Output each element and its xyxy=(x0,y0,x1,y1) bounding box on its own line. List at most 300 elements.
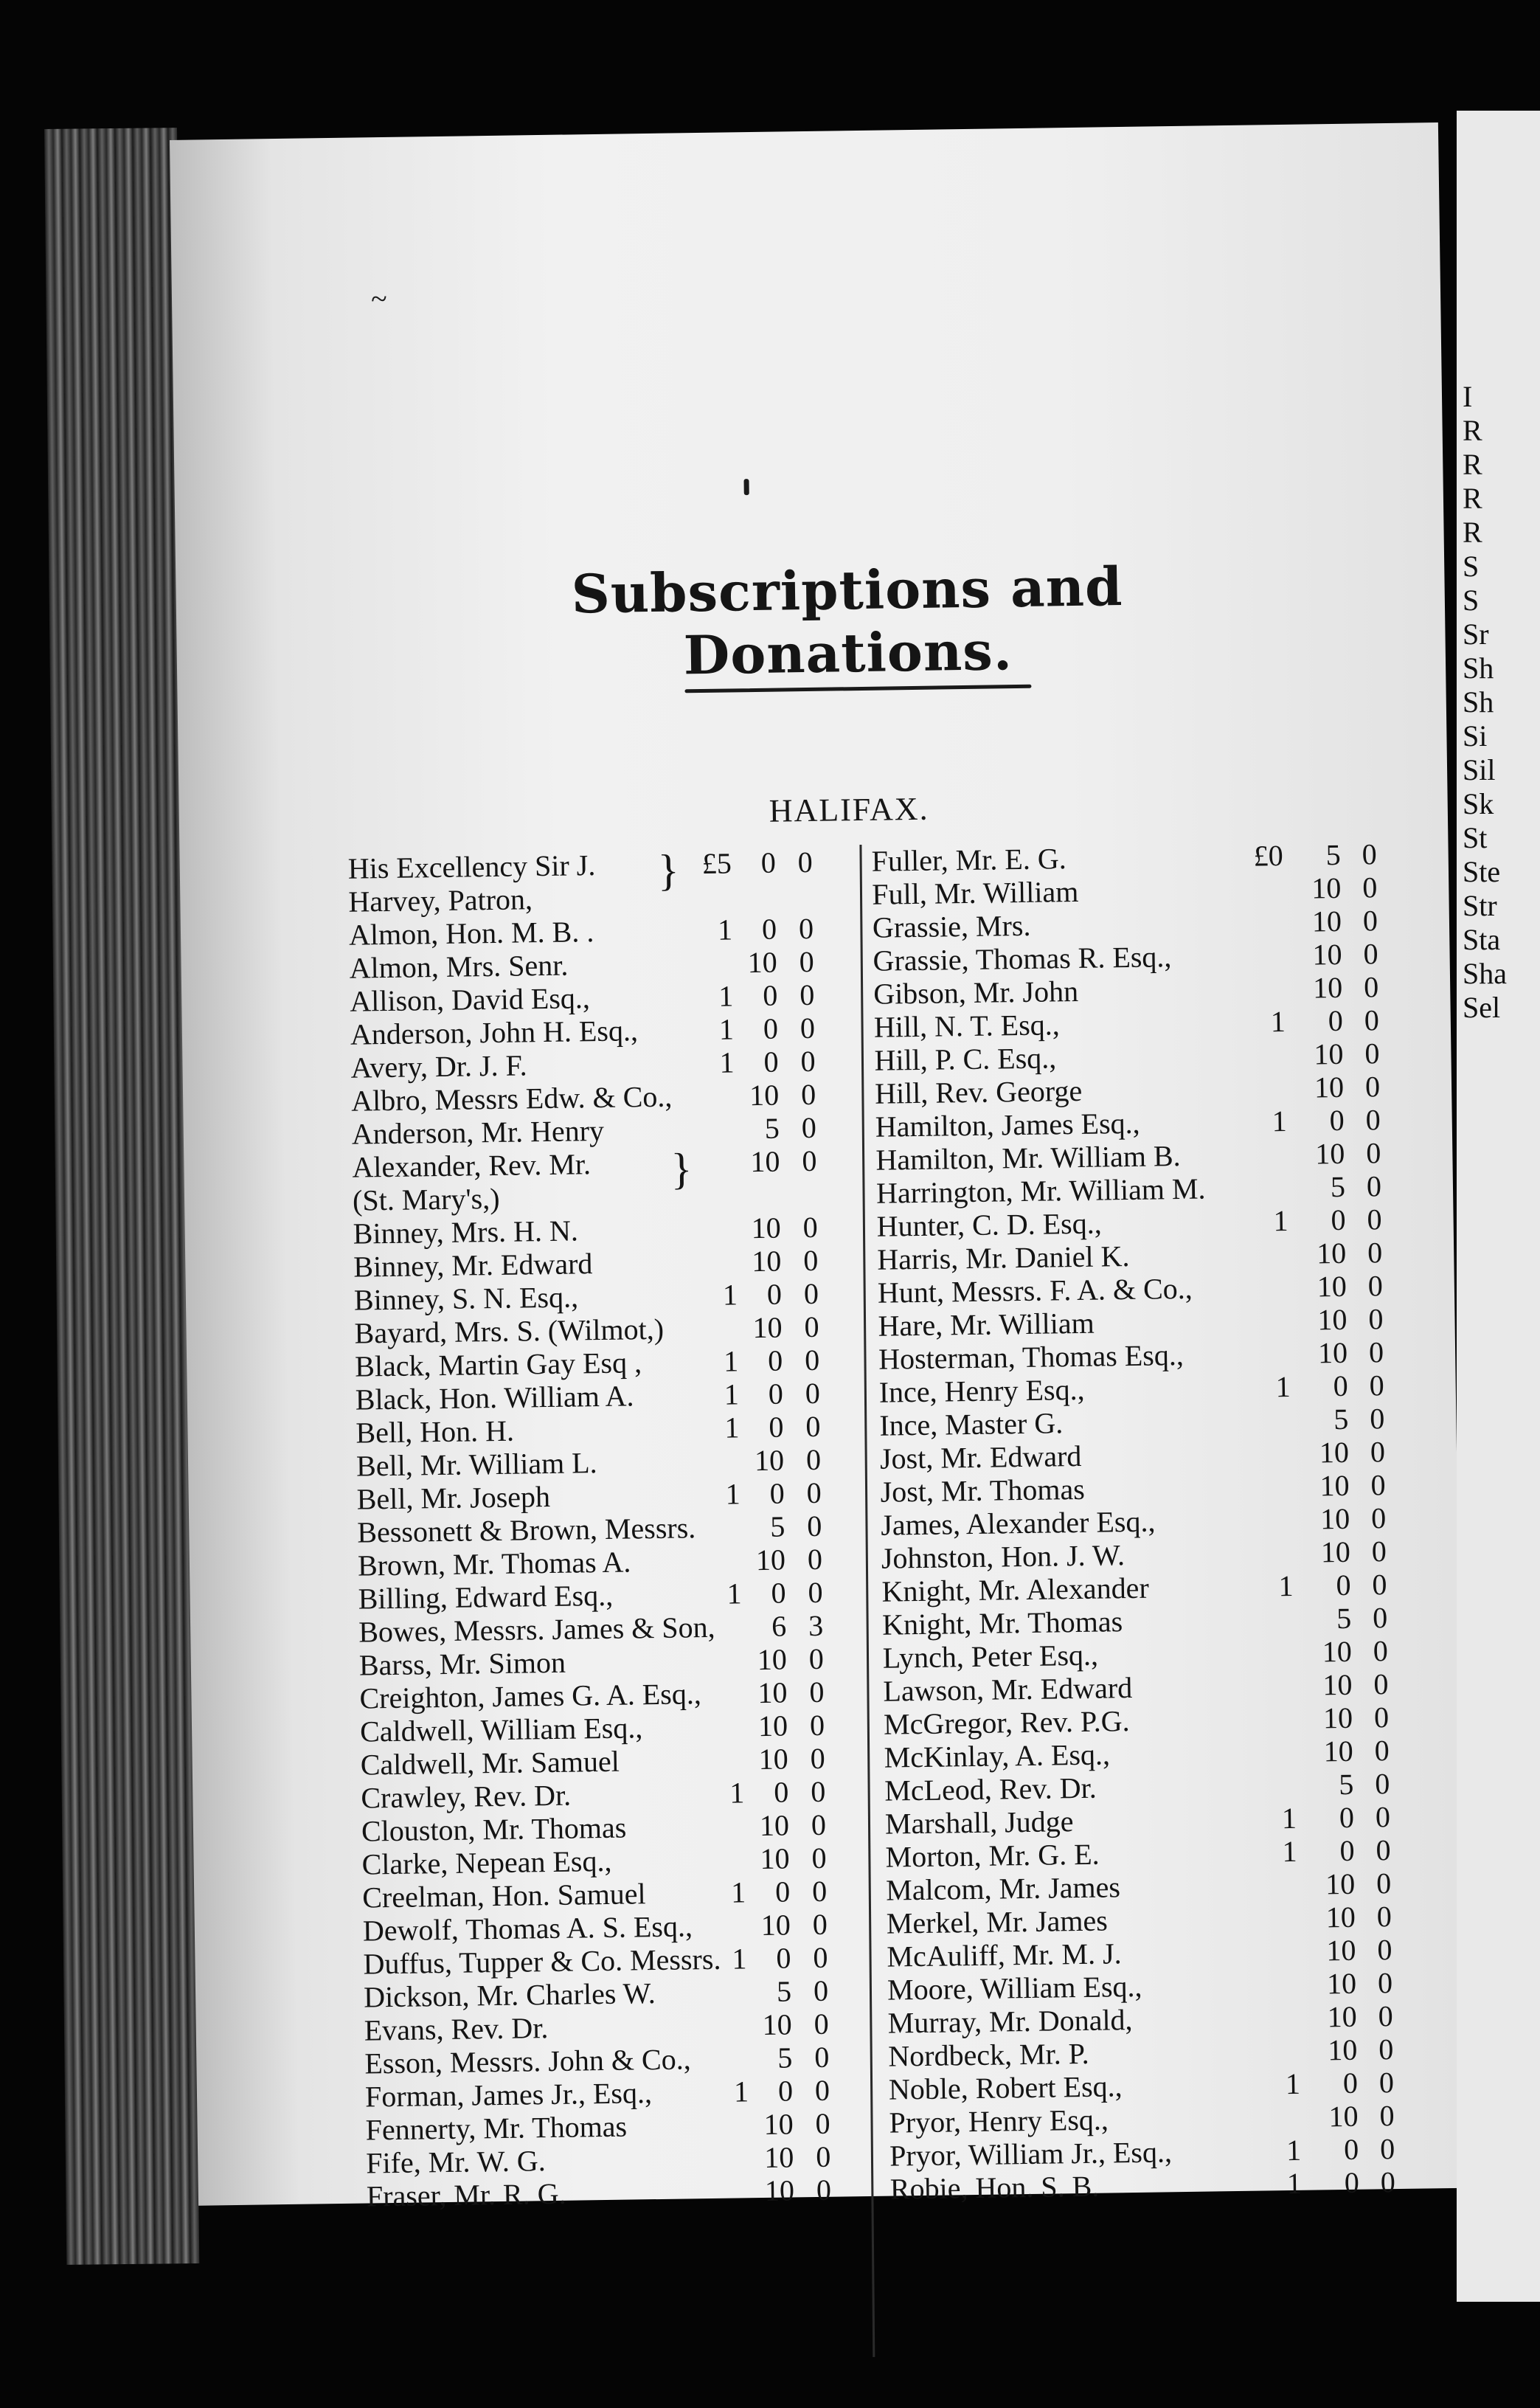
subscriber-name: Hunter, C. D. Esq., xyxy=(876,1206,1102,1243)
list-item xyxy=(351,1110,817,1151)
subscriber-name: Evans, Rev. Dr. xyxy=(364,2011,549,2047)
shillings-amount: 10 xyxy=(764,2173,795,2208)
subscriber-name: Marshall, Judge xyxy=(884,1805,1074,1841)
list-item xyxy=(884,1767,1390,1807)
pence-amount: 0 xyxy=(1373,1667,1389,1701)
list-item xyxy=(364,2040,830,2080)
pounds-amount: 1 xyxy=(726,1577,742,1610)
list-item xyxy=(889,2132,1395,2173)
pence-amount: 0 xyxy=(1372,1568,1387,1602)
shillings-amount: 0 xyxy=(760,845,777,879)
subscriber-name: Murray, Mr. Donald, xyxy=(887,2003,1133,2040)
list-item xyxy=(364,2073,830,2114)
pounds-amount: 1 xyxy=(733,2075,749,2108)
shillings-amount: 0 xyxy=(761,912,777,946)
pence-amount: 0 xyxy=(806,1509,822,1543)
subscriber-name: (St. Mary's,) xyxy=(352,1181,500,1217)
pounds-amount: 1 xyxy=(1286,2166,1303,2201)
pence-amount: 0 xyxy=(1366,1136,1381,1170)
list-item xyxy=(883,1667,1389,1708)
shillings-amount: 10 xyxy=(760,1908,791,1942)
pence-amount: 0 xyxy=(1362,837,1377,871)
subscriber-name: Nordbeck, Mr. P. xyxy=(888,2036,1089,2073)
list-item xyxy=(357,1509,822,1549)
list-item xyxy=(352,1144,817,1184)
pence-amount: 0 xyxy=(805,1442,822,1477)
subscriber-name: Hunt, Messrs. F. A. & Co., xyxy=(877,1271,1193,1309)
shillings-amount: 10 xyxy=(1319,1468,1350,1503)
pence-amount: 0 xyxy=(1363,937,1378,971)
subscriber-name: Bell, Mr. William L. xyxy=(355,1446,597,1483)
pence-amount: 0 xyxy=(1372,1601,1388,1635)
brace-mark: } xyxy=(670,1144,693,1194)
pounds-amount: 1 xyxy=(718,1012,735,1046)
pence-amount: 0 xyxy=(1366,1169,1382,1203)
list-item xyxy=(349,944,814,985)
pence-amount: 0 xyxy=(1362,904,1378,938)
subscriber-name: Creighton, James G. A. Esq., xyxy=(359,1677,702,1715)
subscriber-name: Anderson, John H. Esq., xyxy=(350,1014,639,1051)
shillings-amount: 10 xyxy=(1317,1335,1348,1370)
pence-amount: 0 xyxy=(811,1841,827,1875)
pence-amount: 0 xyxy=(815,2106,830,2141)
shillings-amount: 10 xyxy=(1323,1734,1353,1768)
pounds-amount xyxy=(1260,1768,1296,1769)
shillings-amount: 6 xyxy=(771,1609,787,1643)
list-item xyxy=(875,1169,1382,1210)
shillings-amount: 0 xyxy=(1344,2165,1360,2200)
subscriber-name: Forman, James Jr., Esq., xyxy=(364,2076,653,2114)
subscriber-name: Full, Mr. William xyxy=(872,874,1079,911)
pounds-amount: 1 xyxy=(729,1776,745,1810)
pence-amount: 0 xyxy=(1368,1335,1384,1369)
shillings-amount: 10 xyxy=(1326,1933,1356,1968)
pence-amount: 0 xyxy=(809,1675,825,1709)
list-item xyxy=(355,1409,821,1450)
list-item xyxy=(879,1435,1386,1475)
pence-amount: 0 xyxy=(802,1144,817,1178)
shillings-amount: 10 xyxy=(749,1078,780,1113)
shillings-amount: 5 xyxy=(764,1111,780,1145)
subscriber-name: Caldwell, Mr. Samuel xyxy=(360,1744,620,1782)
facing-page-letter: Sk xyxy=(1463,787,1494,820)
shillings-amount: 10 xyxy=(1317,1269,1348,1304)
pence-amount: 0 xyxy=(797,845,814,879)
list-item xyxy=(353,1243,819,1284)
subscriber-name: Billing, Edward Esq., xyxy=(358,1578,614,1616)
list-item xyxy=(359,1708,825,1748)
list-item xyxy=(353,1276,819,1317)
shillings-amount: 0 xyxy=(763,1045,779,1079)
subscriber-name: Bayard, Mrs. S. (Wilmot,) xyxy=(354,1312,665,1350)
pounds-amount xyxy=(1252,1171,1288,1172)
pence-amount: 0 xyxy=(1370,1402,1385,1436)
list-item xyxy=(361,1807,827,1848)
shillings-amount: 10 xyxy=(1327,2032,1358,2067)
shillings-amount: 5 xyxy=(770,1509,785,1543)
list-item xyxy=(879,1402,1385,1442)
shillings-amount: 10 xyxy=(1316,1236,1347,1270)
shillings-amount: 0 xyxy=(1343,2132,1359,2167)
subscriber-name: Fennerty, Mr. Thomas xyxy=(365,2109,628,2147)
pence-amount: 0 xyxy=(813,1940,828,1975)
shillings-amount: 0 xyxy=(766,1277,783,1311)
pence-amount: 0 xyxy=(798,911,814,946)
list-item xyxy=(871,837,1377,878)
shillings-amount: 10 xyxy=(758,1742,789,1776)
subscriber-name: Moore, William Esq., xyxy=(887,1969,1142,2007)
list-item xyxy=(876,1236,1383,1276)
pounds-amount: 1 xyxy=(1272,1104,1288,1138)
pounds-amount: 1 xyxy=(722,1278,738,1312)
list-item xyxy=(885,1833,1391,1874)
pounds-amount: 1 xyxy=(724,1411,740,1445)
pence-amount: 0 xyxy=(810,1741,826,1776)
pounds-amount: 1 xyxy=(724,1377,740,1411)
shillings-amount: 0 xyxy=(777,2074,794,2108)
subscriber-name: Jost, Mr. Edward xyxy=(879,1439,1082,1475)
pounds-amount xyxy=(1259,1669,1294,1670)
pence-amount: 0 xyxy=(1369,1369,1385,1402)
subscriber-name: Duffus, Tupper & Co. Messrs. xyxy=(363,1942,721,1981)
list-item xyxy=(355,1442,822,1483)
facing-page-letter: R xyxy=(1463,414,1482,447)
pence-amount: 0 xyxy=(1376,1833,1391,1867)
list-item xyxy=(350,1044,816,1084)
subscriber-name: Hamilton, James Esq., xyxy=(875,1106,1140,1144)
shillings-amount: 10 xyxy=(747,945,777,980)
pounds-amount xyxy=(706,1145,735,1146)
subscriber-name: Harrington, Mr. William M. xyxy=(875,1172,1206,1210)
pounds-amount xyxy=(1258,1536,1293,1537)
subscriber-name: Allison, David Esq., xyxy=(350,981,591,1018)
list-item xyxy=(876,1203,1382,1243)
subscriber-name: Knight, Mr. Alexander xyxy=(881,1571,1150,1608)
subscriber-name: Almon, Mrs. Senr. xyxy=(349,948,569,985)
facing-page-letter: S xyxy=(1463,550,1480,583)
subscriber-name: Almon, Hon. M. B. . xyxy=(348,915,594,952)
pence-amount: 0 xyxy=(1364,1003,1380,1037)
subscriber-name: Barss, Mr. Simon xyxy=(358,1645,566,1682)
subscriber-name: Hamilton, Mr. William B. xyxy=(875,1139,1181,1177)
subscriber-name: Grassie, Mrs. xyxy=(872,908,1031,944)
shillings-amount: 10 xyxy=(760,1841,790,1876)
subscriber-name: Clouston, Mr. Thomas xyxy=(361,1810,627,1848)
subscriber-name: Jost, Mr. Thomas xyxy=(880,1472,1086,1509)
pence-amount: 0 xyxy=(800,1044,816,1079)
list-item xyxy=(361,1874,828,1914)
pence-amount: 3 xyxy=(808,1608,824,1643)
pounds-amount: £5 xyxy=(701,846,732,881)
pence-amount: 0 xyxy=(1365,1103,1381,1137)
pounds-amount xyxy=(1249,938,1284,939)
subscriber-name: Merkel, Mr. James xyxy=(886,1903,1109,1940)
shillings-amount: 10 xyxy=(1322,1634,1353,1669)
pence-amount: 0 xyxy=(815,2139,831,2174)
list-item xyxy=(362,1907,828,1948)
shillings-amount: 5 xyxy=(776,1974,792,2008)
list-item xyxy=(888,2032,1394,2073)
shillings-amount: 5 xyxy=(777,2041,793,2075)
subscriber-name: Bell, Mr. Joseph xyxy=(356,1479,551,1516)
pounds-amount: 1 xyxy=(718,979,734,1013)
pence-amount: 0 xyxy=(1368,1302,1384,1336)
shillings-amount: 10 xyxy=(1322,1667,1353,1702)
pounds-amount xyxy=(714,1709,743,1710)
shillings-amount: 0 xyxy=(774,1875,791,1909)
pounds-amount: 1 xyxy=(725,1477,741,1511)
subscriber-name: Bessonett & Brown, Messrs. xyxy=(357,1511,696,1549)
subscriber-name: Fuller, Mr. E. G. xyxy=(871,842,1066,878)
shillings-amount: 10 xyxy=(1314,1037,1344,1071)
subscriber-name: His Excellency Sir J. xyxy=(347,848,596,885)
subscriber-name: Crawley, Rev. Dr. xyxy=(361,1778,572,1815)
ink-mark xyxy=(743,479,749,495)
facing-page-letter: Sh xyxy=(1463,685,1494,719)
pence-amount: 0 xyxy=(1379,2132,1395,2166)
list-item xyxy=(880,1468,1386,1509)
pence-amount: 0 xyxy=(1374,1734,1390,1768)
subscriber-name: Hill, N. T. Esq., xyxy=(873,1008,1061,1044)
shillings-amount: 10 xyxy=(1328,2099,1359,2134)
shillings-amount: 5 xyxy=(1338,1767,1354,1802)
facing-page-letter: I xyxy=(1463,380,1473,413)
subscriber-name: Malcom, Mr. James xyxy=(885,1870,1121,1907)
pence-amount: 0 xyxy=(1378,2032,1394,2066)
pounds-amount: 1 xyxy=(717,913,733,947)
pounds-amount xyxy=(718,2008,747,2009)
shillings-amount: 0 xyxy=(769,1410,784,1444)
subscriber-name: Creelman, Hon. Samuel xyxy=(361,1877,646,1914)
list-item xyxy=(358,1608,824,1649)
pence-amount: 0 xyxy=(806,1475,822,1510)
shillings-amount: 10 xyxy=(1325,1866,1356,1901)
shillings-amount: 10 xyxy=(1312,937,1342,972)
facing-page-letter: Sr xyxy=(1463,617,1489,651)
subscriber-name: Binney, Mr. Edward xyxy=(353,1247,593,1284)
shillings-amount: 10 xyxy=(763,2140,794,2175)
subscriber-name: James, Alexander Esq., xyxy=(880,1504,1156,1542)
pence-amount: 0 xyxy=(1373,1634,1389,1668)
subscriber-name: Lynch, Peter Esq., xyxy=(882,1638,1099,1675)
pence-amount: 0 xyxy=(1370,1501,1387,1535)
shillings-amount: 10 xyxy=(751,1244,782,1279)
facing-page-letter: R xyxy=(1463,516,1482,549)
subscriber-name: Ince, Henry Esq., xyxy=(878,1372,1085,1409)
pounds-amount xyxy=(713,1643,743,1644)
page-title: Subscriptions and Donations. xyxy=(571,555,1123,687)
pounds-amount: 1 xyxy=(719,1045,735,1079)
list-item xyxy=(350,1011,816,1051)
list-item xyxy=(348,911,814,952)
list-item xyxy=(873,1003,1380,1044)
pounds-amount: £0 xyxy=(1253,839,1283,873)
list-item xyxy=(350,1077,816,1118)
shillings-amount: 10 xyxy=(1322,1701,1353,1735)
subscriber-name: Hare, Mr. William xyxy=(878,1306,1095,1343)
facing-page-letter: Sh xyxy=(1463,651,1494,685)
pounds-amount xyxy=(1264,2034,1300,2035)
pounds-amount xyxy=(705,1112,735,1113)
pence-amount: 0 xyxy=(1376,1866,1392,1900)
list-item xyxy=(365,2106,830,2147)
pence-amount: 0 xyxy=(799,944,814,979)
shillings-amount: 5 xyxy=(1330,1169,1346,1204)
shillings-amount: 10 xyxy=(1319,1435,1350,1470)
pounds-amount: 1 xyxy=(1281,1801,1297,1836)
pence-amount: 0 xyxy=(1370,1435,1386,1469)
left-subscriber-column xyxy=(347,845,832,2213)
subscriber-name: Gibson, Mr. John xyxy=(873,974,1079,1011)
list-item xyxy=(875,1136,1381,1177)
subscriber-name: Anderson, Mr. Henry xyxy=(351,1113,605,1151)
pence-amount: 0 xyxy=(1371,1535,1387,1568)
pounds-amount xyxy=(1260,1702,1295,1703)
subscriber-name: Black, Martin Gay Esq , xyxy=(354,1346,642,1383)
pence-amount: 0 xyxy=(1367,1203,1382,1236)
shillings-amount: 10 xyxy=(1312,970,1343,1005)
subscriber-name: McKinlay, A. Esq., xyxy=(884,1737,1111,1774)
shillings-amount: 10 xyxy=(1326,1966,1357,2001)
list-item xyxy=(347,845,814,885)
list-item xyxy=(359,1675,825,1715)
subscriber-name: Fife, Mr. W. G. xyxy=(365,2144,546,2180)
subscriber-name: Brown, Mr. Thomas A. xyxy=(357,1545,631,1582)
shillings-amount: 10 xyxy=(1327,1999,1357,2034)
pence-amount: 0 xyxy=(814,2007,830,2041)
subscriber-name: Knight, Mr. Thomas xyxy=(881,1605,1123,1641)
pounds-amount: 1 xyxy=(1270,1004,1286,1039)
list-item xyxy=(874,1037,1380,1077)
pounds-amount xyxy=(1263,2001,1299,2002)
pence-amount: 0 xyxy=(811,1807,827,1842)
pounds-amount: 1 xyxy=(1285,2066,1301,2101)
pounds-amount xyxy=(720,2141,749,2142)
facing-page-letter: Sta xyxy=(1463,923,1501,956)
pounds-amount xyxy=(712,1543,741,1544)
pounds-amount: 1 xyxy=(723,1344,739,1378)
list-item xyxy=(887,1966,1393,2007)
shillings-amount: 0 xyxy=(1329,1103,1345,1138)
shillings-amount: 10 xyxy=(751,1211,781,1245)
pence-amount: 0 xyxy=(816,2173,832,2207)
pence-amount: 0 xyxy=(799,978,815,1012)
pounds-amount xyxy=(715,1842,745,1843)
pounds-amount xyxy=(1257,1503,1292,1504)
pence-amount: 0 xyxy=(805,1376,821,1411)
list-item xyxy=(355,1376,821,1416)
list-item xyxy=(878,1335,1384,1376)
list-item xyxy=(885,1866,1392,1907)
pounds-amount xyxy=(718,2041,748,2042)
subscriber-name: Grassie, Thomas R. Esq., xyxy=(873,940,1172,978)
pence-amount: 0 xyxy=(1380,2165,1396,2199)
shillings-amount: 5 xyxy=(1333,1402,1349,1436)
pence-amount: 0 xyxy=(803,1276,819,1311)
shillings-amount: 0 xyxy=(1331,1203,1346,1237)
section-heading: HALIFAX. xyxy=(769,790,929,829)
pounds-amount xyxy=(707,1178,736,1179)
subscriber-name: Hill, P. C. Esq., xyxy=(874,1041,1057,1077)
subscriber-name: Pryor, Henry Esq., xyxy=(889,2103,1109,2139)
pence-amount: 0 xyxy=(1376,1900,1392,1934)
shillings-amount: 10 xyxy=(750,1144,780,1179)
pence-amount: 0 xyxy=(805,1409,821,1444)
pence-amount: 0 xyxy=(809,1708,825,1743)
pence-amount: 0 xyxy=(1367,1236,1383,1270)
pence-amount: 0 xyxy=(1362,871,1378,904)
shillings-amount: 0 xyxy=(1333,1369,1349,1403)
shillings-amount: 10 xyxy=(1314,1070,1345,1104)
subscriber-name: Hosterman, Thomas Esq., xyxy=(878,1338,1185,1376)
pounds-amount: 1 xyxy=(730,1875,746,1909)
pounds-amount xyxy=(713,1676,743,1677)
shillings-amount: 10 xyxy=(757,1675,788,1710)
shillings-amount: 0 xyxy=(776,1941,791,1975)
facing-page-letter: S xyxy=(1463,584,1480,617)
shillings-amount: 10 xyxy=(757,1642,788,1677)
list-item xyxy=(365,2139,831,2180)
shillings-amount: 5 xyxy=(1336,1601,1352,1636)
facing-page-letter: Ste xyxy=(1463,855,1501,888)
pence-amount: 0 xyxy=(800,1077,816,1112)
pounds-amount xyxy=(707,1211,736,1212)
subscriber-name: McAuliff, Mr. M. J. xyxy=(887,1937,1122,1973)
shillings-amount: 0 xyxy=(768,1377,784,1411)
pence-amount: 0 xyxy=(800,1011,816,1045)
shillings-amount: 10 xyxy=(762,2007,793,2042)
pounds-amount xyxy=(1254,1270,1289,1271)
pence-amount: 0 xyxy=(801,1110,817,1145)
column-divider xyxy=(859,845,875,2357)
subscriber-name: Morton, Mr. G. E. xyxy=(885,1837,1100,1874)
pence-amount: 0 xyxy=(804,1309,819,1344)
pounds-amount: 1 xyxy=(1282,1834,1297,1869)
pence-amount: 0 xyxy=(1370,1468,1386,1502)
shillings-amount: 10 xyxy=(1315,1136,1345,1171)
list-item xyxy=(882,1634,1389,1675)
subscriber-name: Alexander, Rev. Mr. xyxy=(352,1147,592,1184)
shillings-amount: 10 xyxy=(755,1543,786,1577)
subscriber-name: Esson, Messrs. John & Co., xyxy=(364,2042,691,2080)
subscriber-name: Ince, Master G. xyxy=(879,1406,1064,1442)
pounds-amount: 1 xyxy=(1278,1568,1294,1603)
shillings-amount: 10 xyxy=(759,1808,790,1843)
list-item xyxy=(881,1535,1387,1575)
subscriber-name: Dewolf, Thomas A. S. Esq., xyxy=(362,1909,693,1948)
subscriber-name: Avery, Dr. J. F. xyxy=(350,1048,527,1084)
pence-amount: 0 xyxy=(804,1343,820,1377)
pounds-amount: 1 xyxy=(1286,2133,1302,2167)
facing-page-letter: Str xyxy=(1463,889,1497,922)
shillings-amount: 0 xyxy=(1336,1568,1351,1602)
facing-page-letter: St xyxy=(1463,821,1488,854)
pence-amount: 0 xyxy=(813,1973,829,2008)
shillings-amount: 0 xyxy=(1339,1833,1355,1868)
list-item xyxy=(881,1568,1387,1608)
pounds-amount: 1 xyxy=(1273,1203,1288,1238)
pounds-amount xyxy=(1255,1337,1290,1338)
shillings-amount: 10 xyxy=(1317,1302,1348,1337)
subscriber-name: Clarke, Nepean Esq., xyxy=(361,1844,612,1881)
shillings-amount: 10 xyxy=(1311,871,1342,905)
shillings-amount: 10 xyxy=(1320,1535,1351,1569)
subscriber-name: Dickson, Mr. Charles W. xyxy=(363,1976,656,2014)
shillings-amount: 10 xyxy=(1311,904,1342,938)
pence-amount: 0 xyxy=(1378,2066,1395,2100)
right-subscriber-column xyxy=(871,837,1396,2206)
subscriber-name: Binney, S. N. Esq., xyxy=(353,1280,579,1317)
